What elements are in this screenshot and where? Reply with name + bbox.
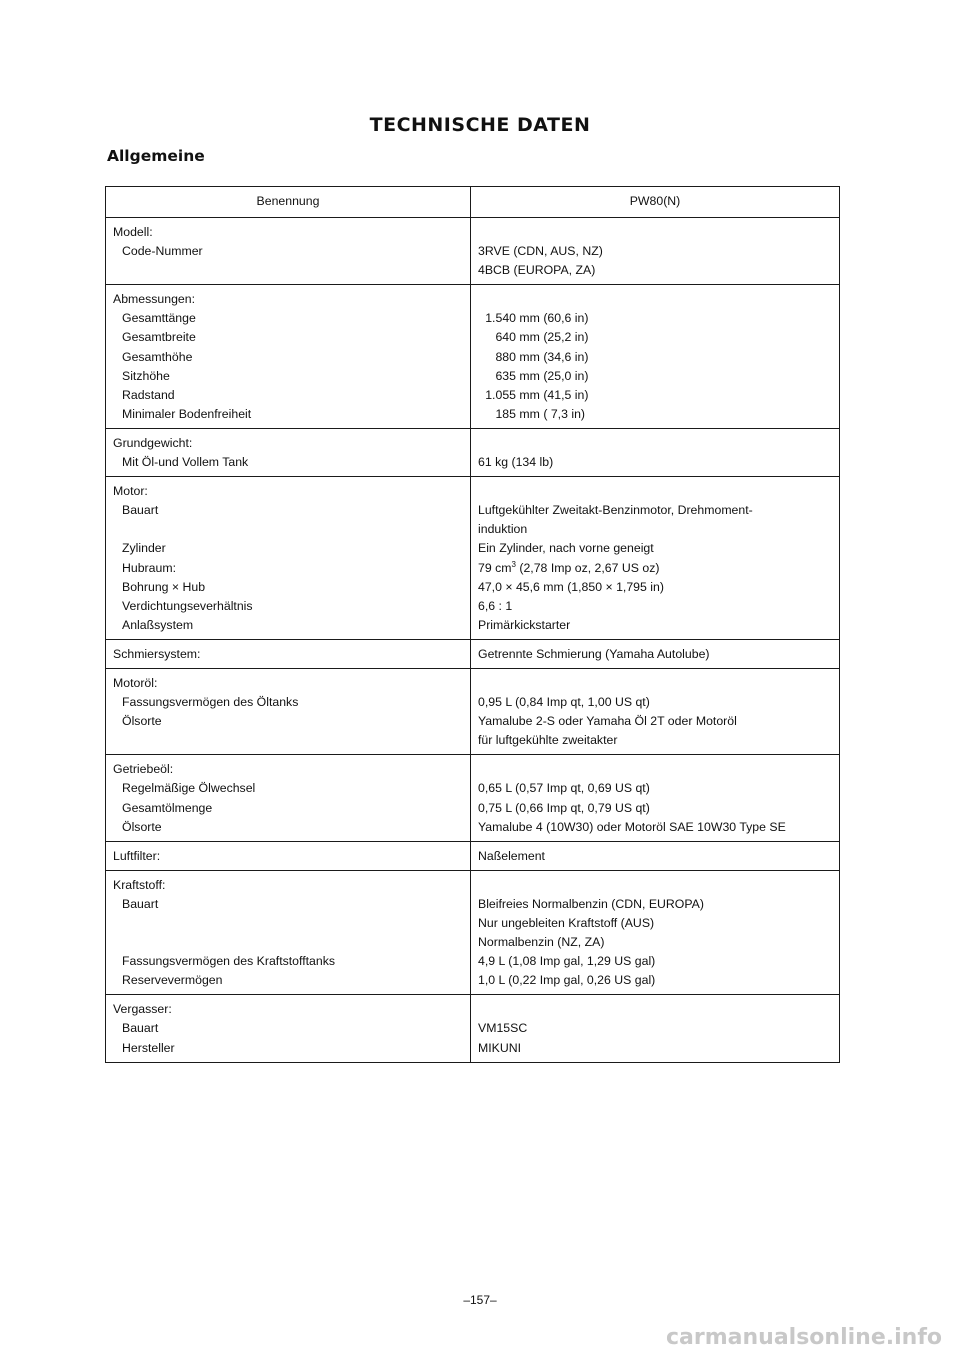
value-number: 1.540: [485, 311, 516, 326]
value-cell: [471, 477, 840, 640]
table-row: [106, 755, 840, 841]
row-label: Sitzhöhe: [122, 368, 170, 383]
table-row: [106, 428, 840, 476]
hubraum-value-rest: (2,78 Imp oz, 2,67 US oz): [515, 560, 660, 575]
page-number: –157–: [463, 1293, 497, 1307]
label-cell: [106, 995, 471, 1062]
row-value: [478, 386, 835, 405]
value-cell: [471, 870, 840, 995]
row-label: Regelmäßige Ölwechsel: [122, 781, 256, 796]
row-value: 3RVE (CDN, AUS, NZ): [478, 244, 603, 259]
row-value: 0,65 L (0,57 Imp qt, 0,69 US qt): [478, 781, 650, 796]
row-heading: Getriebeöl:: [113, 762, 174, 777]
row-value: Normalbenzin (NZ, ZA): [478, 935, 605, 950]
row-label: Hubraum:: [122, 560, 176, 575]
row-value: [478, 559, 835, 578]
row-value: 4BCB (EUROPA, ZA): [478, 263, 596, 278]
table-row: [106, 285, 840, 429]
row-value: induktion: [478, 522, 528, 537]
row-heading: Motor:: [113, 484, 148, 499]
row-value: [478, 367, 835, 386]
row-label: Hersteller: [122, 1040, 175, 1055]
label-cell: [106, 639, 471, 668]
label-cell: [106, 285, 471, 429]
row-label: Reservevermögen: [122, 973, 223, 988]
value-cell: [471, 755, 840, 841]
row-heading: Vergasser:: [113, 1002, 172, 1017]
row-value: 1,0 L (0,22 Imp gal, 0,26 US gal): [478, 973, 656, 988]
value-unit: mm (25,2 in): [519, 330, 589, 345]
row-value: [478, 405, 835, 424]
value-cell: [471, 995, 840, 1062]
row-label: Gesamttänge: [122, 311, 196, 326]
row-value: Primärkickstarter: [478, 617, 571, 632]
row-heading: Schmiersystem:: [113, 646, 201, 661]
row-label: Ölsorte: [122, 714, 162, 729]
label-cell: [106, 477, 471, 640]
row-label: Gesamthöhe: [122, 349, 193, 364]
value-cell: [471, 841, 840, 870]
row-value: 47,0 × 45,6 mm (1,850 × 1,795 in): [478, 579, 664, 594]
label-cell: [106, 668, 471, 754]
header-benennung: Benennung: [106, 187, 471, 218]
row-value: [478, 309, 835, 328]
value-number: 1.055: [485, 387, 516, 402]
row-label: Gesamtbreite: [122, 330, 196, 345]
row-value: 6,6 : 1: [478, 598, 513, 613]
row-heading: Modell:: [113, 225, 153, 239]
row-label: Bohrung × Hub: [122, 579, 206, 594]
row-heading: Luftfilter:: [113, 848, 161, 863]
row-heading: Grundgewicht:: [113, 435, 193, 450]
value-unit: mm (34,6 in): [519, 349, 589, 364]
row-label: Fassungsvermögen des Öltanks: [122, 695, 299, 710]
row-label: Gesamtölmenge: [122, 800, 213, 815]
row-value: Naßelement: [478, 848, 545, 863]
hubraum-value: 79 cm: [478, 560, 512, 575]
row-value: MIKUNI: [478, 1040, 522, 1055]
label-cell: [106, 428, 471, 476]
row-value: Yamalube 4 (10W30) oder Motoröl SAE 10W30 Type SE: [478, 819, 786, 834]
row-value: 0,95 L (0,84 Imp qt, 1,00 US qt): [478, 695, 650, 710]
label-cell: [106, 841, 471, 870]
value-cell: [471, 639, 840, 668]
table-row: [106, 639, 840, 668]
row-label: Mit Öl-und Vollem Tank: [122, 455, 249, 470]
row-label: Bauart: [122, 896, 159, 911]
row-label: Radstand: [122, 387, 175, 402]
row-value: Nur ungebleiten Kraftstoff (AUS): [478, 916, 655, 930]
value-number: 880: [495, 349, 516, 364]
table-row: [106, 841, 840, 870]
row-value: für luftgekühlte zweitakter: [478, 733, 618, 748]
row-label: Verdichtungseverhältnis: [122, 598, 253, 613]
label-cell: [106, 218, 471, 285]
label-cell: [106, 870, 471, 995]
row-value: VM15SC: [478, 1021, 528, 1036]
value-unit: mm (25,0 in): [519, 368, 589, 383]
value-number: 185: [495, 406, 516, 421]
value-cell: [471, 285, 840, 429]
value-cell: [471, 668, 840, 754]
row-value: Bleifreies Normalbenzin (CDN, EUROPA): [478, 896, 704, 911]
row-value: 0,75 L (0,66 Imp qt, 0,79 US qt): [478, 800, 650, 815]
table-row: [106, 477, 840, 640]
row-label: Minimaler Bodenfreiheit: [122, 406, 252, 421]
row-label: Anlaßsystem: [122, 617, 194, 632]
value-number: 635: [495, 368, 516, 383]
row-value: 61 kg (134 lb): [478, 455, 554, 470]
row-label: Code-Nummer: [122, 244, 203, 259]
value-unit: mm (41,5 in): [519, 387, 589, 402]
value-cell: [471, 218, 840, 285]
row-value: Getrennte Schmierung (Yamaha Autolube): [478, 646, 710, 661]
row-label: Bauart: [122, 503, 159, 518]
table-row: [106, 668, 840, 754]
row-value: Luftgekühlter Zweitakt-Benzinmotor, Drehmoment-: [478, 503, 753, 518]
spec-table: [105, 186, 840, 1063]
page-title: TECHNISCHE DATEN: [369, 114, 591, 136]
label-cell: [106, 755, 471, 841]
value-unit: mm (60,6 in): [519, 311, 589, 326]
row-value: 4,9 L (1,08 Imp gal, 1,29 US gal): [478, 954, 656, 969]
row-value: Ein Zylinder, nach vorne geneigt: [478, 541, 654, 556]
value-unit: mm ( 7,3 in): [519, 406, 586, 421]
watermark: carmanualsonline.info: [666, 1325, 942, 1350]
table-row: [106, 870, 840, 995]
table-header-row: [106, 187, 840, 218]
value-number: 640: [495, 330, 516, 345]
row-value: [478, 328, 835, 347]
row-value: Yamalube 2-S oder Yamaha Öl 2T oder Motoröl: [478, 714, 737, 729]
row-heading: Kraftstoff:: [113, 877, 166, 892]
section-subtitle: Allgemeine: [107, 147, 205, 165]
row-heading: Abmessungen:: [113, 292, 196, 307]
value-cell: [471, 428, 840, 476]
row-label: Zylinder: [122, 541, 166, 556]
row-heading: Motoröl:: [113, 675, 158, 690]
row-label: Bauart: [122, 1021, 159, 1036]
row-label: Ölsorte: [122, 819, 162, 834]
table-row: [106, 995, 840, 1062]
header-model: PW80(N): [471, 187, 840, 218]
superscript: 3: [511, 559, 516, 569]
row-value: [478, 348, 835, 367]
table-row: [106, 218, 840, 285]
row-label: Fassungsvermögen des Kraftstofftanks: [122, 954, 336, 969]
